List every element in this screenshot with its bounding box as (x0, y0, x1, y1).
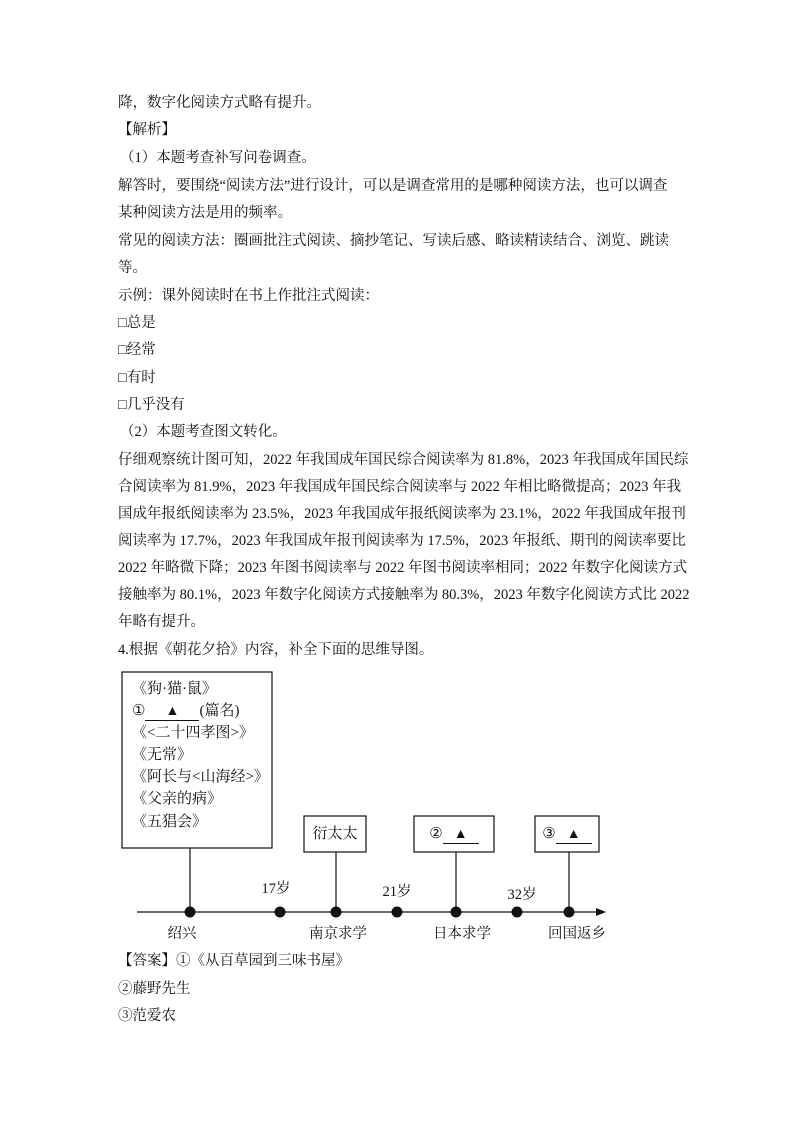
triangle-icon: ▲ (556, 826, 592, 844)
paragraph-line: 常见的阅读方法：圈画批注式阅读、摘抄笔记、写读后感、略读精读结合、浏览、跳读 (118, 233, 669, 249)
blank-number: ① (132, 703, 146, 719)
paragraph-line: 降，数字化阅读方式略有提升。 (118, 95, 321, 111)
section-heading: 【解析】 (118, 122, 176, 138)
timeline-node (185, 907, 196, 918)
age-label: 17岁 (261, 881, 291, 897)
stage-label: 日本求学 (433, 926, 491, 942)
timeline-node (331, 907, 342, 918)
paragraph-line: 国成年报纸阅读率为 23.5%，2023 年我国成年报纸阅读率为 23.1%，2022 年我国成年报刊 (118, 506, 686, 522)
answer-line: ②藤野先生 (118, 981, 191, 997)
paragraph-line: 仔细观察统计图可知，2022 年我国成年国民综合阅读率为 81.8%，2023 年我国成年国民综 (118, 452, 689, 468)
left-box-item: 《五猖会》 (132, 814, 208, 830)
left-box-blank-row (132, 701, 239, 721)
paragraph-line: 接触率为 80.1%，2023 年数字化阅读方式接触率为 80.3%，2023 年数字化阅读方式比 2022 (118, 587, 690, 603)
left-box-item: 《父亲的病》 (132, 791, 223, 807)
paragraph-line: 年略有提升。 (118, 614, 205, 630)
paragraph-line: 合阅读率为 81.9%，2023 年我国成年国民综合阅读率与 2022 年相比略微提高；2023 年我 (118, 479, 682, 495)
answer-line: ③范爱农 (118, 1008, 176, 1024)
option-line: □有时 (118, 370, 156, 386)
timeline-node (564, 907, 575, 918)
nanjing-box-label: 衍太太 (312, 826, 358, 842)
japan-box-number: ② (429, 826, 443, 842)
option-line: □总是 (118, 315, 156, 331)
answer-line: 【答案】①《从百草园到三味书屋》 (118, 953, 350, 969)
paragraph-line: 阅读率为 17.7%，2023 年我国成年报刊阅读率为 17.5%，2023 年报纸、期刊的阅读率要比 (118, 533, 686, 549)
age-label: 32岁 (507, 887, 537, 903)
timeline-node (451, 907, 462, 918)
paragraph-line: 2022 年略微下降；2023 年图书阅读率与 2022 年图书阅读率相同；2022 年数字化阅读方式 (118, 560, 688, 576)
age-label: 21岁 (382, 884, 412, 900)
left-box-item: 《<二十四孝图>》 (132, 725, 254, 741)
stage-label: 南京求学 (309, 926, 367, 942)
timeline-node (512, 907, 523, 918)
return-box-label (522, 824, 612, 844)
option-line: □几乎没有 (118, 397, 185, 413)
timeline-node (275, 907, 286, 918)
blank-suffix: (篇名) (199, 703, 240, 719)
paragraph-line: 解答时，要围绕“阅读方法”进行设计，可以是调查常用的是哪种阅读方法，也可以调查 (118, 178, 668, 194)
stage-label: 绍兴 (167, 926, 197, 942)
timeline-arrowhead (596, 908, 606, 916)
blank-triangle-icon: ▲ (145, 703, 199, 721)
paragraph-line: 等。 (118, 260, 147, 276)
paragraph-line: 某种阅读方法是用的频率。 (118, 205, 292, 221)
paragraph-line: （2）本题考查图文转化。 (120, 424, 287, 440)
left-box-item: 《无常》 (132, 747, 193, 763)
stage-label: 回国返乡 (548, 926, 606, 942)
left-box-title: 《狗·猫·鼠》 (132, 681, 217, 697)
paragraph-line: （1）本题考查补写问卷调查。 (120, 150, 316, 166)
triangle-icon: ▲ (443, 826, 479, 844)
japan-box-label (409, 824, 499, 844)
left-box-item: 《阿长与<山海经>》 (132, 769, 269, 785)
question-line: 4.根据《朝花夕拾》内容，补全下面的思维导图。 (118, 642, 434, 658)
timeline-node (392, 907, 403, 918)
paragraph-line: 示例：课外阅读时在书上作批注式阅读： (118, 288, 379, 304)
return-box-number: ③ (542, 826, 556, 842)
option-line: □经常 (118, 342, 156, 358)
